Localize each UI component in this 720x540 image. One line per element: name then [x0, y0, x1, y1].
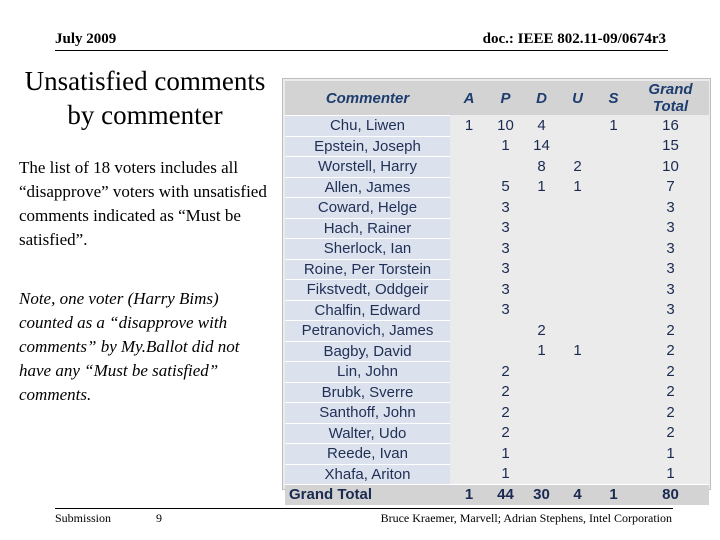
table-row	[285, 361, 709, 382]
table-cell: 1	[573, 342, 582, 360]
table-cell: 1	[609, 116, 618, 134]
table-cell: 3	[501, 260, 510, 278]
commenter-table	[285, 81, 709, 505]
commenter-name-cell: Walter, Udo	[285, 423, 450, 444]
table-cell	[595, 156, 632, 177]
table-cell: 1	[666, 465, 675, 483]
table-cell	[450, 300, 488, 321]
table-cell	[488, 320, 523, 341]
table-cell	[560, 300, 595, 321]
grand-total-row	[285, 484, 709, 505]
table-cell	[595, 361, 632, 382]
table-cell	[523, 238, 560, 259]
table-cell	[523, 218, 560, 239]
table-cell	[595, 218, 632, 239]
table-cell	[450, 238, 488, 259]
table-cell: 1	[595, 484, 632, 505]
table-cell	[595, 402, 632, 423]
commenter-name-cell: Fikstvedt, Oddgeir	[285, 279, 450, 300]
commenter-name-cell: Chalfin, Edward	[285, 300, 450, 321]
table-row	[285, 320, 709, 341]
table-cell	[595, 320, 632, 341]
table-cell	[560, 464, 595, 485]
table-cell: 2	[501, 424, 510, 442]
table-cell: 3	[666, 260, 675, 278]
table-row	[285, 259, 709, 280]
table-cell	[595, 464, 632, 485]
commenter-name-cell: Hach, Rainer	[285, 218, 450, 239]
table-cell	[450, 177, 488, 198]
table-cell: 2	[666, 321, 675, 339]
table-cell: 3	[666, 280, 675, 298]
table-cell: 3	[501, 280, 510, 298]
header-date: July 2009	[55, 31, 117, 47]
table-cell	[450, 361, 488, 382]
table-cell	[560, 136, 595, 157]
table-cell	[450, 218, 488, 239]
footer-divider	[55, 508, 673, 509]
table-cell: 2	[501, 403, 510, 421]
column-header: D	[523, 81, 560, 115]
table-cell	[560, 279, 595, 300]
table-cell: 3	[666, 198, 675, 216]
table-cell: 1	[501, 465, 510, 483]
table-cell: 7	[666, 178, 675, 196]
header-divider	[55, 50, 668, 51]
column-header: U	[560, 81, 595, 115]
table-cell	[450, 341, 488, 362]
table-cell	[450, 259, 488, 280]
table-cell	[523, 402, 560, 423]
table-cell: 44	[488, 484, 523, 505]
commenter-name-cell: Santhoff, John	[285, 402, 450, 423]
table-cell: 16	[662, 116, 679, 134]
table-cell	[523, 279, 560, 300]
table-row	[285, 115, 709, 136]
column-header: S	[595, 81, 632, 115]
table-cell	[560, 320, 595, 341]
body-paragraph-voters: The list of 18 voters includes all “disapprove” voters with unsatisfied comments indicated as “Must be satisfied”.	[19, 158, 267, 249]
table-cell: 2	[666, 342, 675, 360]
table-row	[285, 300, 709, 321]
table-cell	[450, 279, 488, 300]
table-row	[285, 197, 709, 218]
table-cell	[488, 156, 523, 177]
table-cell	[523, 423, 560, 444]
table-cell	[595, 197, 632, 218]
table-cell	[560, 218, 595, 239]
table-row	[285, 341, 709, 362]
table-cell	[595, 259, 632, 280]
table-cell: 30	[523, 484, 560, 505]
table-cell	[450, 443, 488, 464]
table-cell	[595, 136, 632, 157]
table-cell	[450, 136, 488, 157]
table-cell: 2	[573, 157, 582, 175]
table-cell	[595, 443, 632, 464]
table-cell	[488, 341, 523, 362]
table-cell	[523, 197, 560, 218]
table-cell	[450, 382, 488, 403]
table-row	[285, 218, 709, 239]
table-cell: 2	[666, 424, 675, 442]
table-cell	[560, 197, 595, 218]
table-cell	[450, 197, 488, 218]
table-cell	[560, 382, 595, 403]
commenter-name-cell: Chu, Liwen	[285, 115, 450, 136]
table-cell	[560, 115, 595, 136]
table-cell: 3	[666, 301, 675, 319]
table-cell: 15	[662, 137, 679, 155]
table-row	[285, 423, 709, 444]
table-row	[285, 443, 709, 464]
table-cell: 3	[666, 219, 675, 237]
commenter-name-cell: Lin, John	[285, 361, 450, 382]
table-cell: 3	[501, 239, 510, 257]
table-cell: Grand Total	[285, 484, 450, 505]
table-cell	[450, 402, 488, 423]
table-cell: 2	[501, 362, 510, 380]
table-cell	[595, 177, 632, 198]
column-header: Commenter	[285, 81, 450, 115]
table-cell	[450, 464, 488, 485]
commenter-table-panel	[282, 78, 711, 504]
table-cell: 1	[573, 178, 582, 196]
table-cell	[595, 382, 632, 403]
table-cell	[560, 361, 595, 382]
commenter-name-cell: Petranovich, James	[285, 320, 450, 341]
column-header: A	[450, 81, 488, 115]
slide-title: Unsatisfied comments by commenter	[24, 66, 266, 130]
table-cell: 1	[501, 444, 510, 462]
table-cell: 80	[632, 484, 709, 505]
commenter-name-cell: Epstein, Joseph	[285, 136, 450, 157]
table-cell	[560, 443, 595, 464]
table-cell: 3	[501, 198, 510, 216]
table-cell	[523, 361, 560, 382]
table-cell: 2	[666, 383, 675, 401]
table-row	[285, 177, 709, 198]
column-header: P	[488, 81, 523, 115]
table-cell: 4	[560, 484, 595, 505]
table-cell	[595, 423, 632, 444]
commenter-name-cell: Bagby, David	[285, 341, 450, 362]
table-cell	[595, 279, 632, 300]
table-row	[285, 238, 709, 259]
table-cell: 1	[450, 484, 488, 505]
table-cell	[523, 464, 560, 485]
table-cell: 4	[537, 116, 546, 134]
commenter-name-cell: Sherlock, Ian	[285, 238, 450, 259]
table-cell: 14	[533, 137, 550, 155]
table-cell	[523, 382, 560, 403]
table-cell	[450, 156, 488, 177]
table-cell	[523, 443, 560, 464]
commenter-name-cell: Roine, Per Torstein	[285, 259, 450, 280]
table-row	[285, 382, 709, 403]
commenter-name-cell: Coward, Helge	[285, 197, 450, 218]
table-cell	[560, 259, 595, 280]
table-cell: 1	[464, 116, 474, 134]
table-cell: 1	[537, 178, 546, 196]
table-cell: 2	[666, 403, 675, 421]
commenter-name-cell: Brubk, Sverre	[285, 382, 450, 403]
table-cell	[450, 423, 488, 444]
table-cell	[523, 300, 560, 321]
commenter-name-cell: Reede, Ivan	[285, 443, 450, 464]
table-header-row	[285, 81, 709, 115]
footer-submission: Submission	[55, 511, 112, 525]
table-cell	[560, 238, 595, 259]
table-cell	[595, 238, 632, 259]
table-row	[285, 464, 709, 485]
table-cell: 1	[537, 342, 546, 360]
commenter-name-cell: Xhafa, Ariton	[285, 464, 450, 485]
table-cell	[560, 423, 595, 444]
table-cell: 3	[501, 219, 510, 237]
footer-authors: Bruce Kraemer, Marvell; Adrian Stephens, Intel Corporation	[380, 511, 672, 525]
table-cell: 2	[501, 383, 510, 401]
table-cell: 1	[666, 444, 675, 462]
body-paragraph-note: Note, one voter (Harry Bims) counted as a “disapprove with comments” by My.Ballot did not have any “Must be satisfied” comments.	[19, 289, 240, 404]
table-cell	[450, 320, 488, 341]
column-header: Grand Total	[632, 81, 709, 115]
table-cell	[595, 300, 632, 321]
table-cell: 10	[497, 116, 514, 134]
table-row	[285, 402, 709, 423]
table-cell	[595, 341, 632, 362]
table-row	[285, 136, 709, 157]
table-row	[285, 279, 709, 300]
table-cell: 8	[537, 157, 546, 175]
commenter-name-cell: Allen, James	[285, 177, 450, 198]
table-cell	[560, 402, 595, 423]
table-cell: 5	[501, 178, 510, 196]
header-doc-id: doc.: IEEE 802.11-09/0674r3	[482, 31, 666, 47]
table-row	[285, 156, 709, 177]
table-cell: 2	[537, 321, 546, 339]
table-cell: 3	[501, 301, 510, 319]
commenter-name-cell: Worstell, Harry	[285, 156, 450, 177]
table-cell: 10	[662, 157, 679, 175]
table-cell: 2	[666, 362, 675, 380]
page-number: 9	[156, 511, 162, 525]
table-cell: 3	[666, 239, 675, 257]
table-cell	[523, 259, 560, 280]
table-cell: 1	[501, 137, 510, 155]
